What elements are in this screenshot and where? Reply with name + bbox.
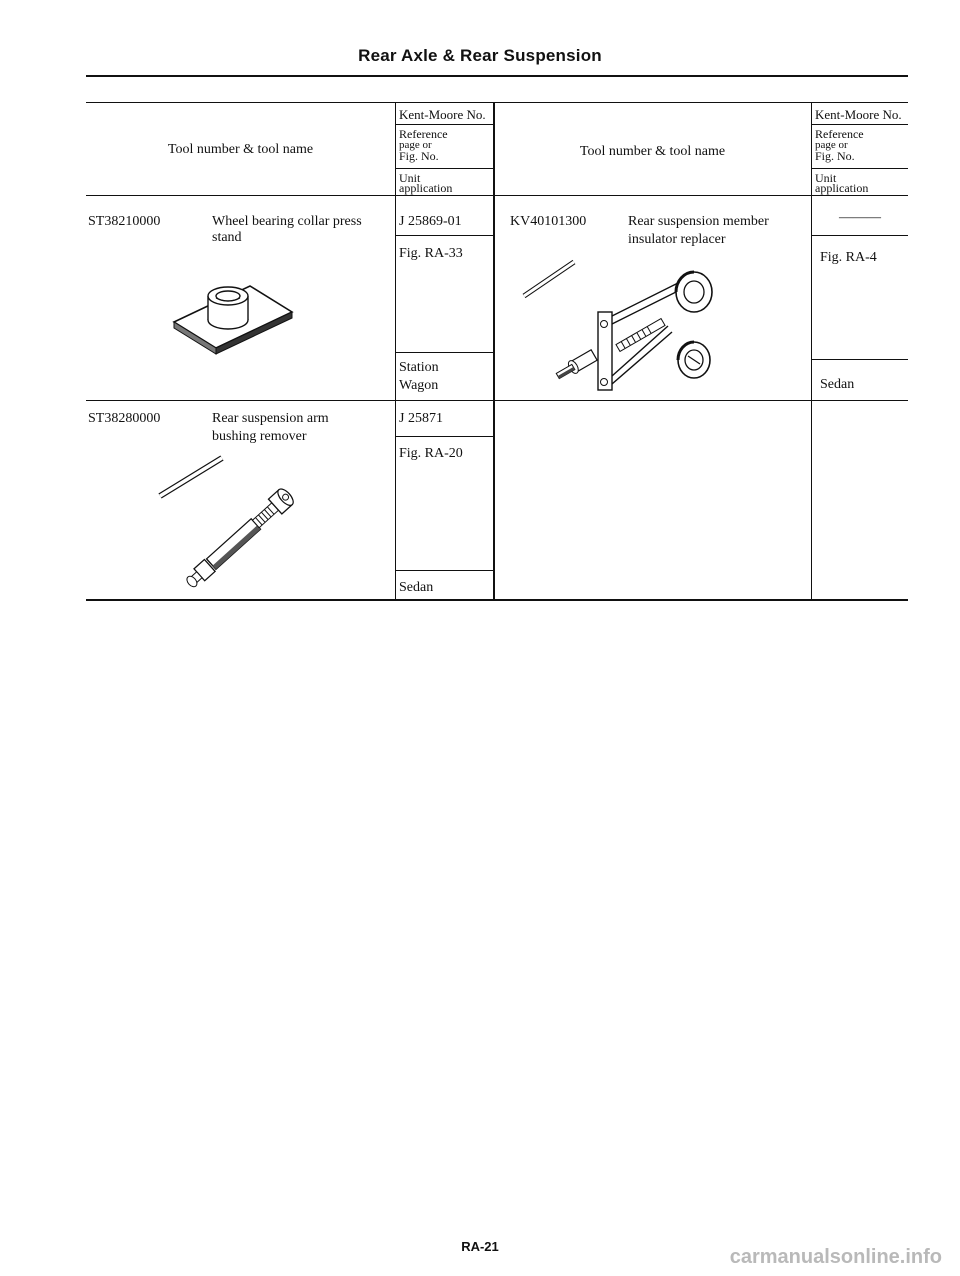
header-reference-left: Reference [399, 127, 448, 141]
reference-fig: Fig. RA-20 [399, 446, 463, 461]
right-hdr-sep-1 [812, 124, 908, 125]
kent-moore-no: ——— [839, 210, 881, 225]
watermark-text: carmanualsonline.info [729, 1246, 942, 1268]
kent-moore-no: J 25871 [399, 411, 443, 426]
unit-application: Sedan [820, 377, 855, 392]
tool-name-line-2: bushing remover [212, 429, 307, 444]
header-kent-moore-right: Kent-Moore No. [815, 107, 902, 122]
tool-name-line-2: stand [212, 230, 242, 245]
header-application-left: application [399, 181, 453, 195]
header-unit-right: Unit [815, 171, 837, 185]
table-bottom-rule [86, 599, 908, 601]
right-r1-sep-1 [812, 235, 908, 236]
left-info-col-border [395, 102, 396, 600]
tool-name-line-1: Rear suspension arm [212, 411, 329, 426]
unit-application: Sedan [399, 580, 434, 595]
right-r1-sep-2 [812, 359, 908, 360]
header-fig-no-left: Fig. No. [399, 149, 439, 163]
bearing-collar-press-stand-illustration [168, 276, 298, 358]
left-hdr-sep-2 [396, 168, 494, 169]
header-reference-right: Reference [815, 127, 864, 141]
tool-name-line-1: Rear suspension member [628, 214, 769, 229]
title-rule [86, 75, 908, 77]
unit-application-line-1: Station [399, 360, 439, 375]
arm-bushing-remover-illustration [150, 448, 310, 588]
header-fig-no-right: Fig. No. [815, 149, 855, 163]
left-r1-sep-2 [396, 352, 494, 353]
tool-name-line-1: Wheel bearing collar press [212, 214, 362, 229]
header-tool-col-right: Tool number & tool name [579, 144, 726, 159]
tool-number: ST38280000 [88, 411, 161, 426]
header-unit-left: Unit [399, 171, 421, 185]
reference-fig: Fig. RA-33 [399, 246, 463, 261]
left-r2-sep-1 [396, 436, 494, 437]
page-title: Rear Axle & Rear Suspension [358, 46, 602, 65]
insulator-replacer-illustration [518, 256, 738, 396]
tool-number: KV40101300 [510, 214, 587, 229]
header-application-right: application [815, 181, 869, 195]
center-divider [493, 102, 495, 600]
header-page-or-right: page or [815, 139, 848, 151]
kent-moore-no: J 25869-01 [399, 214, 462, 229]
row-separator-right [494, 400, 908, 401]
header-kent-moore-left: Kent-Moore No. [399, 107, 486, 122]
left-r1-sep-1 [396, 235, 494, 236]
table-top-rule [86, 102, 908, 103]
tool-name-line-2: insulator replacer [628, 232, 726, 247]
header-page-or-left: page or [399, 139, 432, 151]
reference-fig: Fig. RA-4 [820, 250, 877, 265]
header-bottom-rule [86, 195, 908, 196]
row-separator-left [86, 400, 494, 401]
tool-number: ST38210000 [88, 214, 161, 229]
right-info-col-border [811, 102, 812, 600]
left-hdr-sep-1 [396, 124, 494, 125]
page-number: RA-21 [461, 1239, 499, 1254]
left-r2-sep-2 [396, 570, 494, 571]
unit-application-line-2: Wagon [399, 378, 439, 393]
right-hdr-sep-2 [812, 168, 908, 169]
header-tool-col-left: Tool number & tool name [167, 142, 314, 157]
